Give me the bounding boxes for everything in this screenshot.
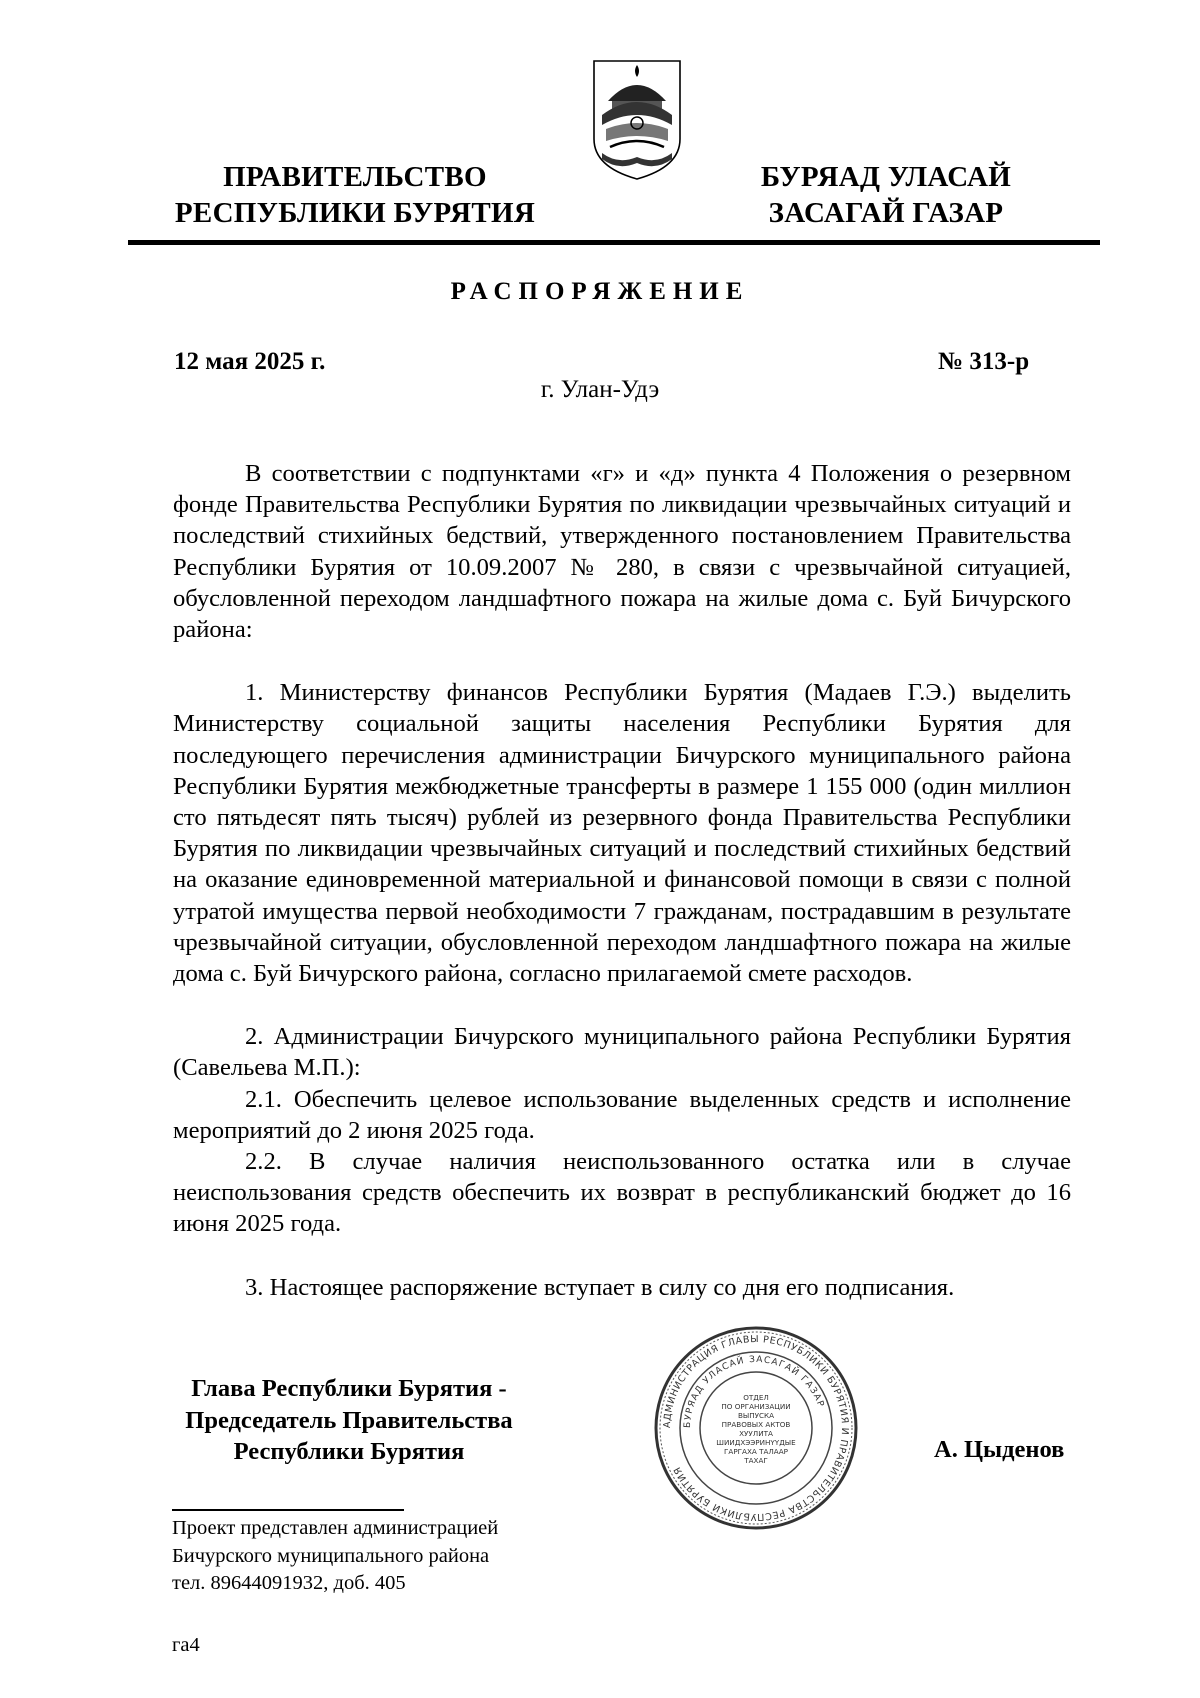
document-body xyxy=(173,458,1071,1303)
issuer-line-1: ПРАВИТЕЛЬСТВО xyxy=(223,161,487,193)
issuer-name-buryat xyxy=(736,159,1036,231)
footnote-line-3: тел. 89644091932, доб. 405 xyxy=(172,1572,406,1594)
footnote xyxy=(172,1515,498,1598)
signatory-position xyxy=(150,1373,548,1468)
seal-center-text xyxy=(716,1393,796,1465)
official-seal xyxy=(650,1322,862,1534)
seal-center-line: ПО ОРГАНИЗАЦИИ xyxy=(721,1402,791,1411)
position-line-3: Республики Бурятия xyxy=(233,1438,465,1465)
item-2-2: 2.2. В случае наличия неиспользованного остатка или в случае неиспользования средств обеспечить их возврат в республиканский бюджет до 16 июня 2025 года. xyxy=(173,1148,1071,1238)
seal-center-line: ОТДЕЛ xyxy=(743,1393,769,1402)
issuer-name-russian xyxy=(160,159,550,231)
header-divider xyxy=(128,240,1100,245)
buryatia-coat-of-arms-icon xyxy=(588,55,686,183)
official-seal-stamp-icon xyxy=(650,1322,862,1534)
seal-inner-ring-text: БУРЯАД УЛАСАЙ ЗАСАГАЙ ГАЗАР xyxy=(682,1354,826,1429)
document-code: га4 xyxy=(172,1634,200,1656)
document-number: № 313-р xyxy=(938,348,1030,375)
position-line-1: Глава Республики Бурятия - xyxy=(191,1375,507,1402)
coat-of-arms xyxy=(588,55,686,183)
item-3: 3. Настоящее распоряжение вступает в силу со дня его подписания. xyxy=(245,1273,955,1301)
seal-center-line: ПРАВОВЫХ АКТОВ xyxy=(721,1420,791,1429)
seal-center-line: ХУУЛИТА xyxy=(739,1429,773,1438)
footnote-divider xyxy=(172,1509,404,1511)
seal-center-line: ВЫПУСКА xyxy=(737,1411,775,1420)
seal-center-line: ГАРГАХА ТАЛААР xyxy=(724,1447,788,1456)
footnote-line-2: Бичурского муниципального района xyxy=(172,1544,490,1567)
seal-center-line: ТАХАГ xyxy=(744,1456,768,1465)
signatory-name: А. Цыденов xyxy=(934,1436,1065,1463)
document-date: 12 мая 2025 г. xyxy=(174,348,326,375)
footnote-line-1: Проект представлен администрацией xyxy=(172,1517,499,1539)
item-1: 1. Министерству финансов Республики Бурятия (Мадаев Г.Э.) выделить Министерству социальной защиты населения Республики Бурятия для последующего перечисления администрации Бичурского муниципального района Республики Бурятия межбюджетные трансферты в размере 1 155 000 (один миллион сто пятьдесят пять тысяч) рублей из резервного фонда Правительства Республики Бурятия по ликвидации чрезвычайных ситуаций и последствий стихийных бедствий на оказание единовременной материальной и финансовой помощи в связи с полной утратой имущества первой необходимости 7 гражданам, пострадавшим в результате чрезвычайной ситуации, обусловленной переходом ландшафтного пожара на жилые дома с. Буй Бичурского района, согласно прилагаемой смете расходов. xyxy=(173,679,1071,988)
item-2-1: 2.1. Обеспечить целевое использование выделенных средств и исполнение мероприятий до 2 июня 2025 года. xyxy=(173,1085,1071,1144)
preamble: В соответствии с подпунктами «г» и «д» пункта 4 Положения о резервном фонде Правительства Республики Бурятия по ликвидации чрезвычайных ситуаций и последствий стихийных бедствий, утвержденного постановлением Правительства Республики Бурятия от 10.09.2007 № 280, в связи с чрезвычайной ситуацией, обусловленной переходом ландшафтного пожара на жилые дома с. Буй Бичурского района: xyxy=(173,460,1071,644)
seal-outer-text: АДМИНИСТРАЦИЯ ГЛАВЫ РЕСПУБЛИКИ БУРЯТИЯ И ПРАВИТЕЛЬСТВА РЕСПУБЛИКИ БУРЯТИЯ xyxy=(661,1333,851,1523)
issuer-buryat-line-1: БУРЯАД УЛАСАЙ xyxy=(760,161,1012,193)
seal-center-line: ШИИДХЭЭРИНҮҮДЫЕ xyxy=(716,1438,796,1447)
issuer-buryat-line-2: ЗАСАГАЙ ГАЗАР xyxy=(768,197,1004,229)
document-title: РАСПОРЯЖЕНИЕ xyxy=(450,278,750,305)
position-line-2: Председатель Правительства xyxy=(185,1406,513,1434)
document-city: г. Улан-Удэ xyxy=(540,376,660,403)
item-2: 2. Администрации Бичурского муниципального района Республики Бурятия (Савельева М.П.): xyxy=(173,1023,1071,1082)
issuer-line-2: РЕСПУБЛИКИ БУРЯТИЯ xyxy=(174,197,536,229)
